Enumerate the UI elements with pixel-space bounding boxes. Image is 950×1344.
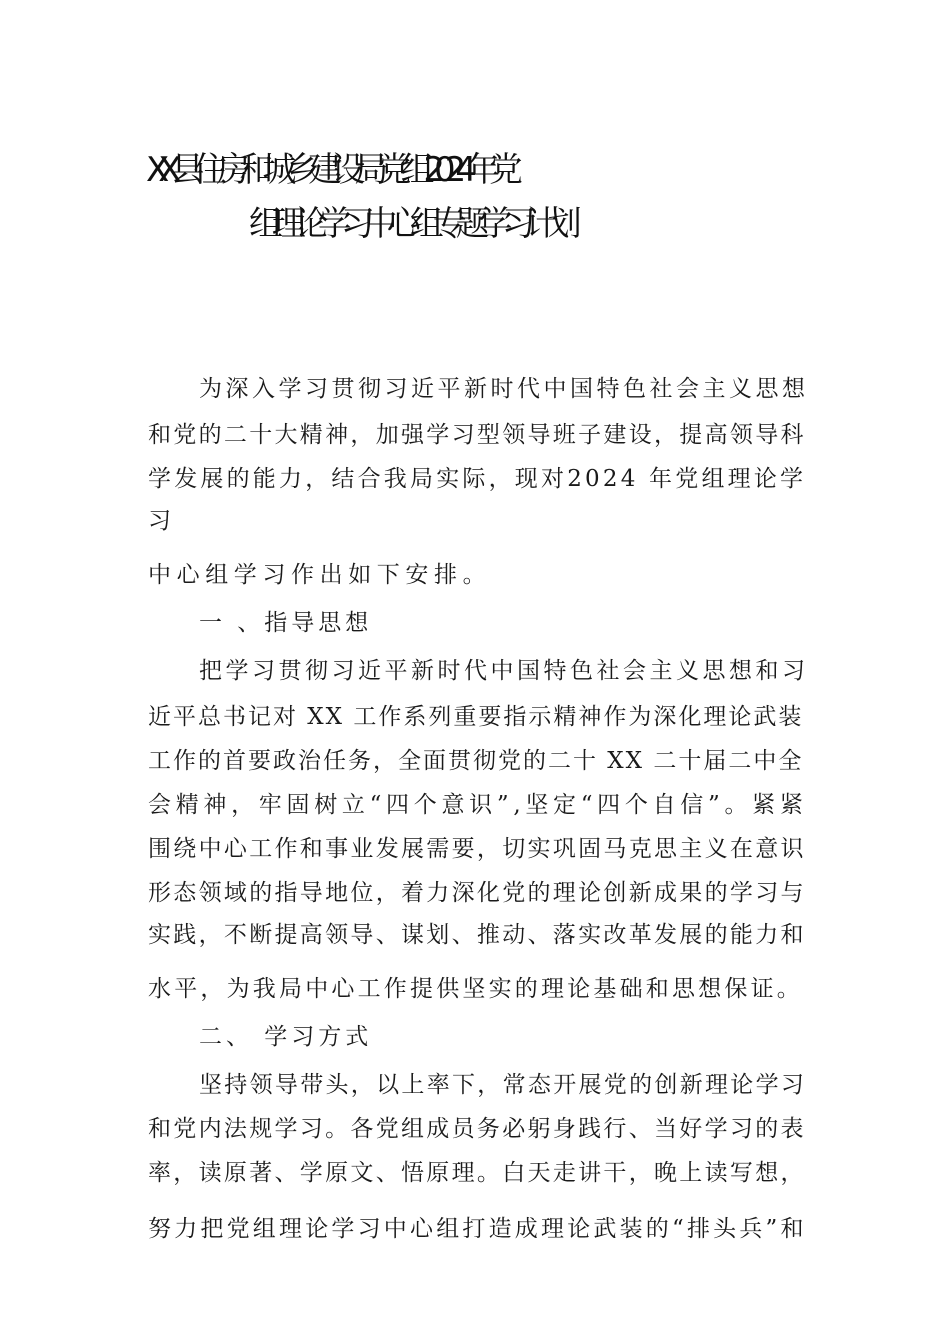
section-2-line: 和党内法规学习。各党组成员务必躬身践行、当好学习的表 xyxy=(148,1116,806,1142)
section-1-line: 工作的首要政治任务，全面贯彻党的二十 XX 二十届二中全 xyxy=(148,748,804,774)
intro-line: 中心组学习作出如下安排。 xyxy=(148,562,492,588)
intro-line: 学发展的能力，结合我局实际，现对2024 年党组理论学 xyxy=(148,466,807,492)
document-title-line-1: XX 县住房和城乡建设局党组2024年党 xyxy=(146,150,512,190)
section-1-line: 实践，不断提高领导、谋划、推动、落实改革发展的能力和 xyxy=(148,922,806,948)
section-1-line: 近平总书记对 XX 工作系列重要指示精神作为深化理论武装 xyxy=(148,704,804,730)
section-heading-guiding-ideology: 一 、指导思想 xyxy=(199,610,373,636)
section-1-line: 围绕中心工作和事业发展需要，切实巩固马克思主义在意识 xyxy=(148,836,806,862)
section-1-line: 形态领域的指导地位，着力深化党的理论创新成果的学习与 xyxy=(148,880,806,906)
intro-line: 习 xyxy=(148,508,177,534)
document-title-line-2: 组 理论学习中心组专题学习计划 xyxy=(249,204,571,244)
section-2-line: 率，读原著、学原文、悟原理。白天走讲干，晚上读写想， xyxy=(148,1160,806,1186)
intro-line: 为深入学习贯彻习近平新时代中国特色社会主义思想 xyxy=(199,376,809,402)
section-2-line: 努力把党组理论学习中心组打造成理论武装的“排头兵”和 xyxy=(148,1216,807,1242)
section-1-line: 会精神，牢固树立“四个意识”,坚定“四个自信”。紧紧 xyxy=(148,792,808,818)
section-2-line: 坚持领导带头，以上率下，常态开展党的创新理论学习 xyxy=(199,1072,807,1098)
section-1-line: 把学习贯彻习近平新时代中国特色社会主义思想和习 xyxy=(199,658,809,684)
section-heading-study-methods: 二、 学习方式 xyxy=(199,1024,373,1050)
intro-line: 和党的二十大精神，加强学习型领导班子建设，提高领导科 xyxy=(148,422,806,448)
section-1-line: 水平，为我局中心工作提供坚实的理论基础和思想保证。 xyxy=(148,976,803,1002)
